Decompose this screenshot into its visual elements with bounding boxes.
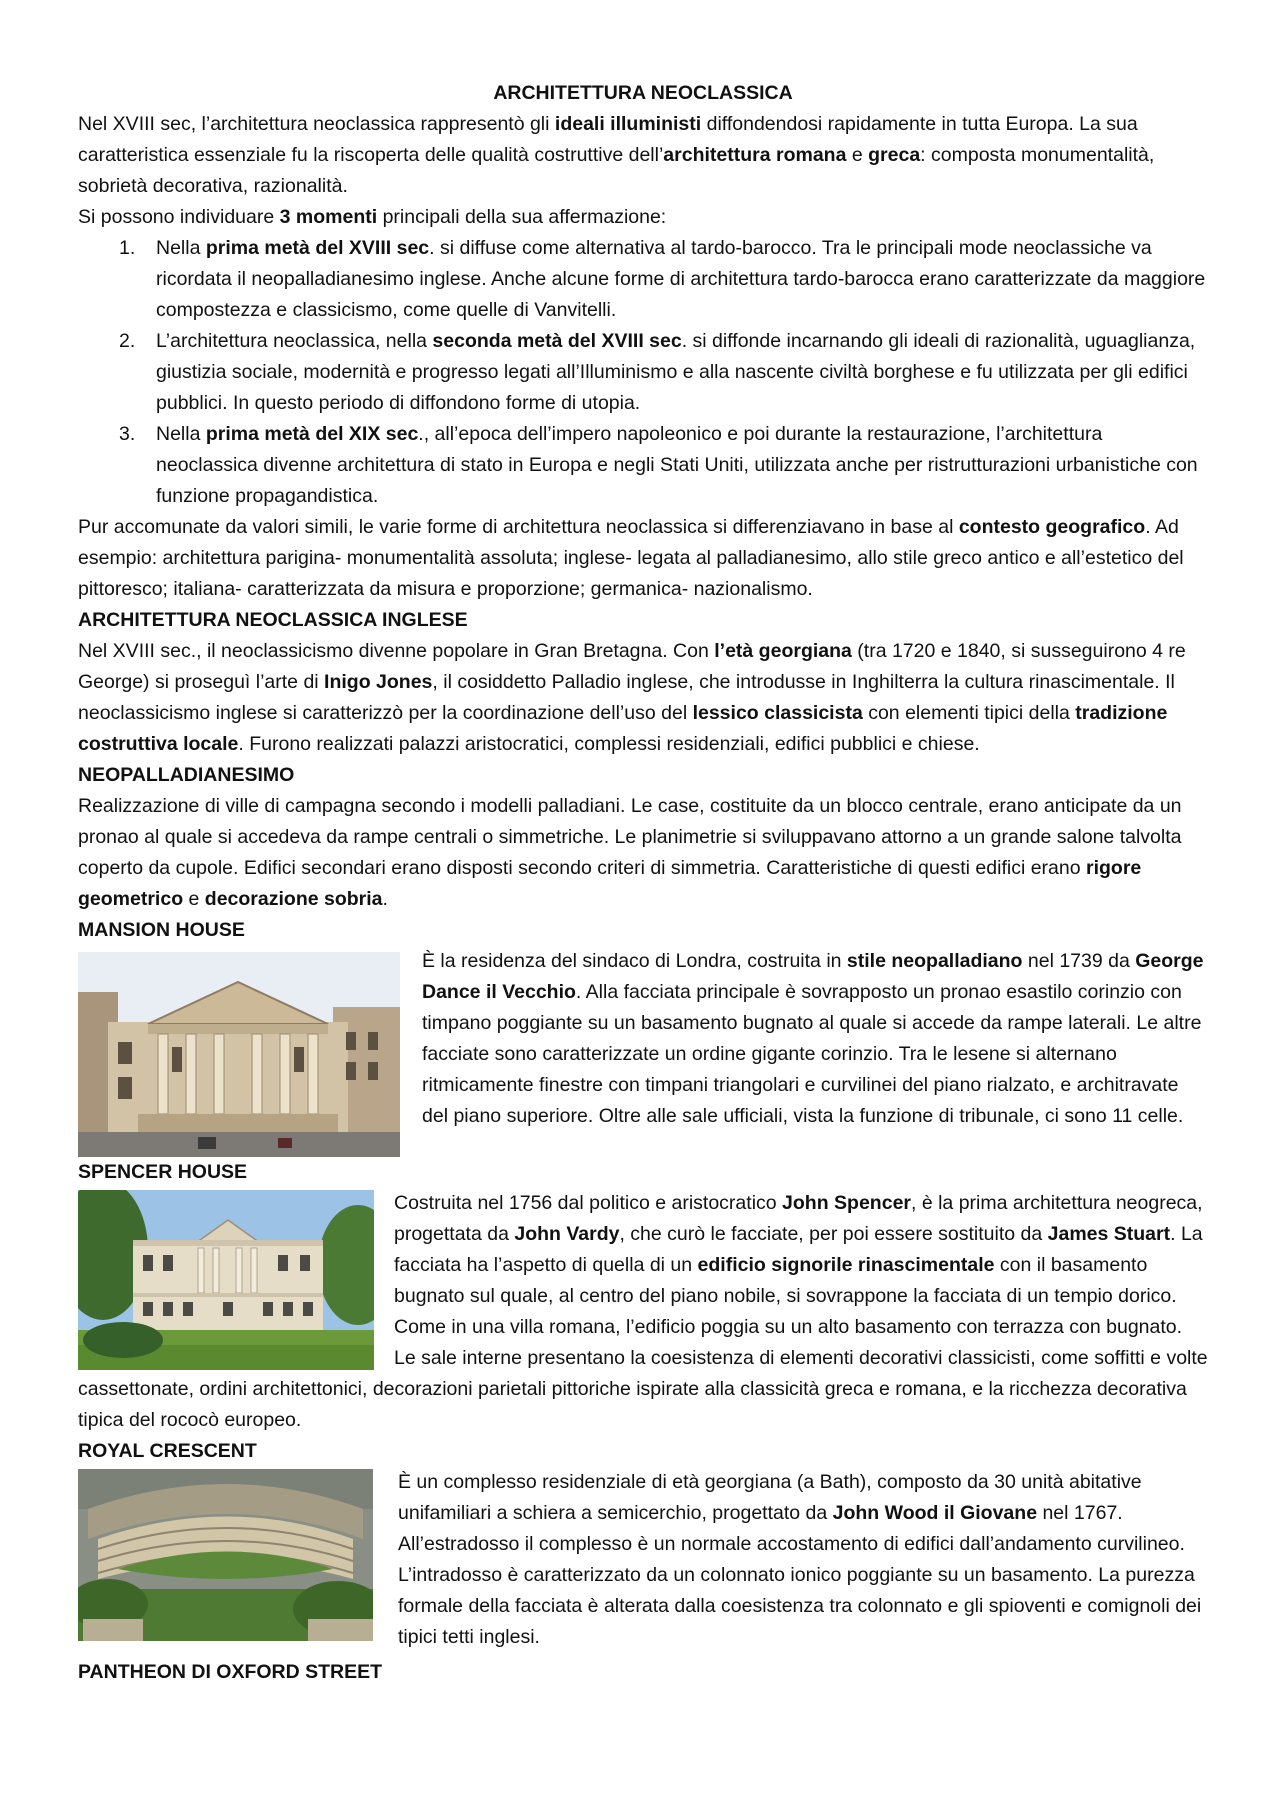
spencer-house-paragraph: Costruita nel 1756 dal politico e aristocratico John Spencer, è la prima architettura neogreca, progettata da John Vardy, che curò le facciate, per poi essere sostituito da James Stuart. La facciata ha l’aspetto di quella di un edificio signorile rinascimentale con il basamento bugnato sul quale, al centro del piano nobile, si sovrappone la facciata di un tempio dorico. Come in una villa romana, l’edificio poggia su un alto basamento con terrazza con bugnato. Le sale interne presentano la coesistenza di elementi decorativi classicisti, come soffitti e volte cassettonate, ordini architettonici, decorazioni parietali pittoriche ispirate alla classicità greca e romana, e la ricchezza decorativa tipica del rococò europeo.	[78, 1192, 1208, 1431]
intro-paragraph: Nel XVIII sec, l’architettura neoclassica rappresentò gli ideali illuministi diffondendosi rapidamente in tutta Europa. La sua caratteristica essenziale fu la riscoperta delle qualità costruttive dell’architettura romana e greca: composta monumentalità, sobrietà decorativa, razionalità.	[78, 113, 1155, 197]
page-title: ARCHITETTURA NEOCLASSICA	[493, 82, 793, 104]
section-heading-mansion-house: MANSION HOUSE	[78, 919, 245, 941]
mansion-house-photo	[78, 952, 400, 1157]
spencer-house-photo	[78, 1190, 374, 1370]
section-heading-neopalladianesimo: NEOPALLADIANESIMO	[78, 764, 295, 786]
neopalladianesimo-paragraph: Realizzazione di ville di campagna secondo i modelli palladiani. Le case, costituite da un blocco centrale, erano anticipate da un pronao al quale si accedeva da rampe centrali o simmetriche. Le planimetrie si sviluppavano attorno a un grande salone talvolta coperto da cupole. Edifici secondari erano disposti secondo criteri di simmetria. Caratteristiche di questi edifici erano rigore geometrico e decorazione sobria.	[78, 795, 1182, 910]
context-paragraph: Pur accomunate da valori simili, le varie forme di architettura neoclassica si differenziavano in base al contesto geografico. Ad esempio: architettura parigina- monumentalità assoluta; inglese- legata al palladianesimo, allo stile greco antico e all’estetico del pittoresco; italiana- caratterizzata da misura e proporzione; germanica- nazionalismo.	[78, 516, 1184, 600]
moments-intro: Si possono individuare 3 momenti principali della sua affermazione:	[78, 206, 667, 228]
mansion-house-paragraph: È la residenza del sindaco di Londra, costruita in stile neopalladiano nel 1739 da George Dance il Vecchio. Alla facciata principale è sovrapposto un pronao esastilo corinzio con timpano poggiante su un basamento bugnato al quale si accede da rampe laterali. Le altre facciate sono caratterizzate un ordine gigante corinzio. Tra le lesene si alternano ritmicamente finestre con timpani triangolari e curvilinei del piano rialzato, e architravate del piano superiore. Oltre alle sale ufficiali, vista la funzione di tribunale, ci sono 11 celle.	[422, 950, 1204, 1127]
list-item: 1. Nella prima metà del XVIII sec. si diffuse come alternativa al tardo-barocco. Tra le principali mode neoclassiche va ricordata il neopalladianesimo inglese. Anche alcune forme di architettura tardo-barocca erano caratterizzate da maggiore compostezza e classicismo, come quelle di Vanvitelli.	[119, 237, 1206, 321]
spencer-house-section	[78, 1188, 1208, 1436]
list-item: 3. Nella prima metà del XIX sec., all’epoca dell’impero napoleonico e poi durante la restaurazione, l’architettura neoclassica divenne architettura di stato in Europa e negli Stati Uniti, utilizzata anche per ristrutturazioni urbanistiche con funzione propagandistica.	[119, 423, 1198, 507]
list-item: 2. L’architettura neoclassica, nella seconda metà del XVIII sec. si diffonde incarnando gli ideali di razionalità, uguaglianza, giustizia sociale, modernità e progresso legati all’Illuminismo e alla nascente civiltà borghese e fu utilizzata per gli edifici pubblici. In questo periodo di diffondono forme di utopia.	[119, 330, 1196, 414]
royal-crescent-section	[78, 1467, 1208, 1653]
royal-crescent-paragraph: È un complesso residenziale di età georgiana (a Bath), composto da 30 unità abitative unifamiliari a schiera a semicerchio, progettato da John Wood il Giovane nel 1767. All’estradosso il complesso è un normale accostamento di edifici dall’andamento curvilineo. L’intradosso è caratterizzato da un colonnato ionico poggiante su un basamento. La purezza formale della facciata è alterata dalla coesistenza tra colonnato e gli spioventi e comignoli dei tipici tetti inglesi.	[398, 1471, 1202, 1648]
section-heading-spencer-house: SPENCER HOUSE	[78, 1161, 248, 1183]
document-body	[78, 78, 1208, 1688]
inglese-paragraph: Nel XVIII sec., il neoclassicismo divenne popolare in Gran Bretagna. Con l’età georgiana (tra 1720 e 1840, si susseguirono 4 re George) si proseguì l’arte di Inigo Jones, il cosiddetto Palladio inglese, che introdusse in Inghilterra la cultura rinascimentale. Il neoclassicismo inglese si caratterizzò per la coordinazione dell’uso del lessico classicista con elementi tipici della tradizione costruttiva locale. Furono realizzati palazzi aristocratici, complessi residenziali, edifici pubblici e chiese.	[78, 640, 1186, 755]
section-heading-inglese: ARCHITETTURA NEOCLASSICA INGLESE	[78, 609, 468, 631]
mansion-house-section	[78, 946, 1208, 1157]
section-heading-pantheon: PANTHEON DI OXFORD STREET	[78, 1661, 383, 1683]
moments-list	[78, 233, 1208, 512]
section-heading-royal-crescent: ROYAL CRESCENT	[78, 1440, 257, 1462]
royal-crescent-photo	[78, 1469, 373, 1641]
